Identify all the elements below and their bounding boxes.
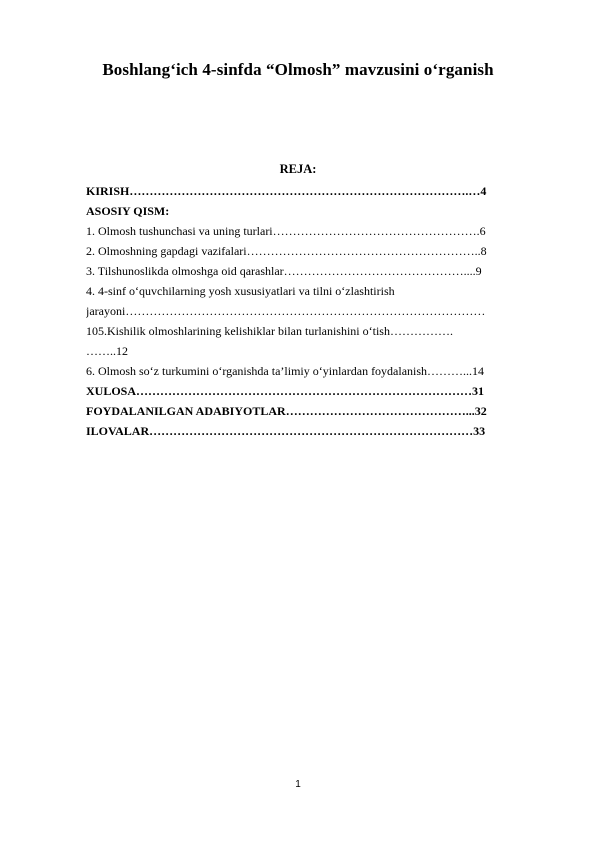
table-of-contents [86, 181, 562, 441]
toc-entry-asosiy-qism: ASOSIY QISM: [86, 204, 170, 218]
toc-entry-kirish: KIRISH………………………………………………………………………….…4 [86, 184, 487, 198]
plan-heading: REJA: [279, 162, 317, 176]
toc-entry-ilovalar: ILOVALAR………………………………………………………………………33 [86, 424, 486, 438]
toc-entry-adabiyotlar: FOYDALANILGAN ADABIYOTLAR………………………………………...32 [86, 404, 487, 418]
toc-entry-4: 4. 4-sinf o‘quvchilarning yosh xususiyatlari va tilni o‘zlashtirish [86, 284, 395, 298]
toc-entry-1: 1. Olmosh tushunchasi va uning turlari…………………………………………….6 [86, 224, 486, 238]
page-number: 1 [295, 779, 301, 790]
toc-entry-xulosa: XULOSA…………………………………………………………………………31 [86, 384, 485, 398]
toc-entry-4-continued: jarayoni……………………………………………………………………………… [86, 304, 486, 318]
toc-entry-5: 105.Kishilik olmoshlarining kelishiklar bilan turlanishini o‘tish……………. [86, 324, 453, 338]
toc-entry-6: 6. Olmosh so‘z turkumini o‘rganishda ta’limiy o‘yinlardan foydalanish………...14 [86, 364, 485, 378]
document-title: Boshlang‘ich 4-sinfda “Olmosh” mavzusini o‘rganish [102, 60, 494, 79]
toc-entry-3: 3. Tilshunoslikda olmoshga oid qarashlar………………………………………....9 [86, 264, 482, 278]
toc-entry-2: 2. Olmoshning gapdagi vazifalari…………………………………………………..8 [86, 244, 487, 258]
toc-entry-5-continued: ……..12 [86, 344, 128, 358]
